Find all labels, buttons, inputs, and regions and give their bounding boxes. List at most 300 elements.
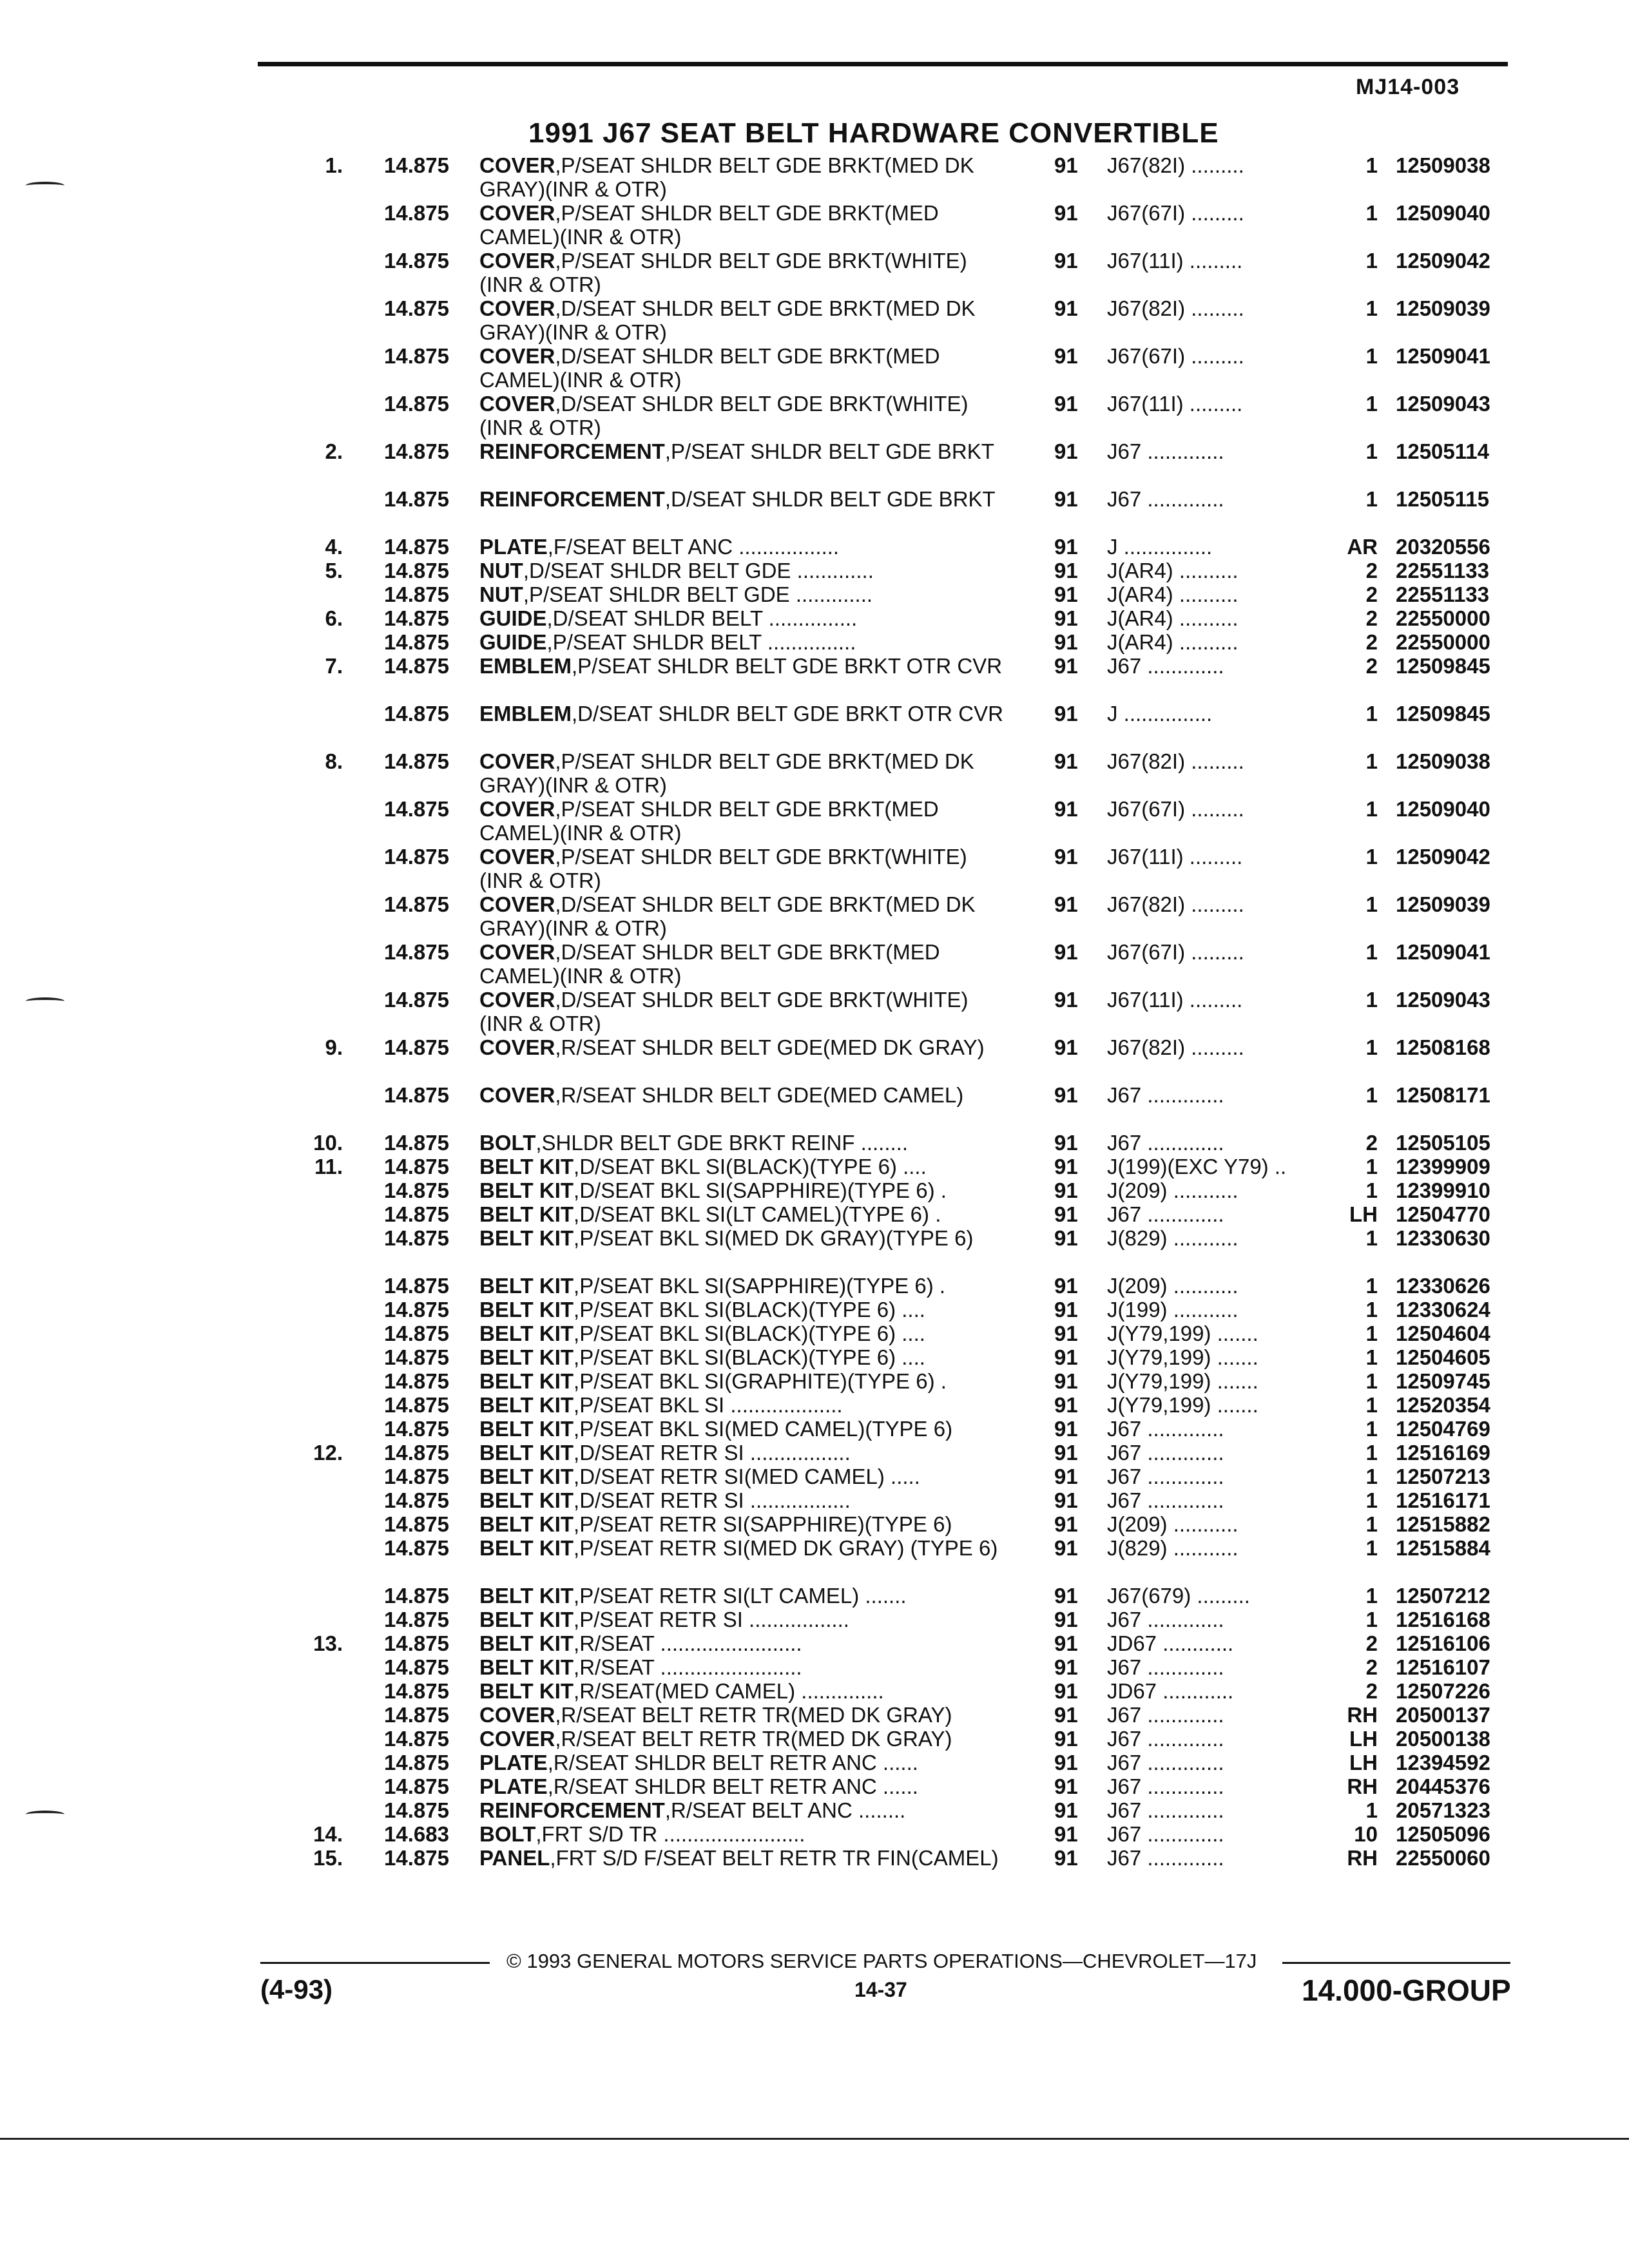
model-year: 91	[1054, 1345, 1078, 1369]
part-detail: ,P/SEAT RETR SI .................	[574, 1608, 849, 1631]
part-description	[479, 845, 1008, 892]
quantity: 1	[1365, 1083, 1378, 1107]
model-year: 91	[1054, 487, 1078, 511]
model-code: J(209) ...........	[1107, 1512, 1239, 1536]
item-number: 7.	[325, 654, 343, 678]
table-row	[0, 1417, 1629, 1441]
table-row	[0, 1155, 1629, 1178]
table-row	[0, 201, 1629, 249]
part-number: 12509039	[1396, 892, 1490, 916]
quantity: 1	[1365, 201, 1378, 225]
table-row	[0, 702, 1629, 749]
part-detail: ,P/SEAT RETR SI(LT CAMEL) .......	[574, 1584, 907, 1608]
part-name: BELT KIT	[479, 1393, 574, 1417]
quantity: 2	[1365, 1131, 1378, 1155]
quantity: 2	[1365, 559, 1378, 582]
part-number: 12509039	[1396, 296, 1490, 320]
model-code: J67(11I) .........	[1107, 845, 1243, 869]
reference-number: 14.875	[384, 153, 449, 177]
part-name: COVER	[479, 892, 555, 916]
quantity: AR	[1347, 535, 1378, 559]
reference-number: 14.875	[384, 1727, 449, 1751]
model-year: 91	[1054, 1298, 1078, 1321]
model-year: 91	[1054, 1774, 1078, 1798]
table-row	[0, 749, 1629, 797]
model-code: J67 .............	[1107, 1798, 1224, 1822]
table-row	[0, 582, 1629, 606]
item-number: 10.	[313, 1131, 343, 1155]
part-description	[479, 559, 1008, 582]
reference-number: 14.875	[384, 1083, 449, 1107]
part-name: EMBLEM	[479, 702, 572, 726]
reference-number: 14.875	[384, 535, 449, 559]
reference-number: 14.875	[384, 1536, 449, 1560]
part-description	[479, 1178, 1008, 1202]
part-number: 22551133	[1396, 559, 1490, 582]
quantity: 1	[1365, 940, 1378, 964]
part-description	[479, 1226, 1008, 1250]
part-detail: ,D/SEAT BKL SI(LT CAMEL)(TYPE 6) .	[574, 1202, 941, 1226]
quantity: 1	[1365, 249, 1378, 273]
reference-number: 14.875	[384, 582, 449, 606]
model-year: 91	[1054, 654, 1078, 678]
part-name: BELT KIT	[479, 1417, 574, 1441]
part-number: 12507226	[1396, 1679, 1490, 1703]
model-code: J67 .............	[1107, 1751, 1224, 1774]
reference-number: 14.875	[384, 1512, 449, 1536]
part-name: BELT KIT	[479, 1465, 574, 1488]
table-row	[0, 1846, 1629, 1894]
model-code: J(199) ...........	[1107, 1298, 1239, 1321]
reference-number: 14.875	[384, 1608, 449, 1631]
model-year: 91	[1054, 535, 1078, 559]
model-year: 91	[1054, 582, 1078, 606]
reference-number: 14.875	[384, 1274, 449, 1298]
part-name: BOLT	[479, 1131, 536, 1155]
part-number: 12509040	[1396, 797, 1490, 821]
quantity: 1	[1365, 1488, 1378, 1512]
item-number: 13.	[313, 1631, 343, 1655]
part-detail: ,D/SEAT RETR SI .................	[574, 1441, 851, 1465]
model-year: 91	[1054, 1727, 1078, 1751]
part-number: 12509043	[1396, 392, 1490, 416]
model-year: 91	[1054, 344, 1078, 368]
quantity: RH	[1347, 1703, 1378, 1727]
model-year: 91	[1054, 1202, 1078, 1226]
part-description	[479, 1536, 1008, 1560]
model-year: 91	[1054, 702, 1078, 726]
part-description	[479, 535, 1008, 559]
model-code: J67 .............	[1107, 1703, 1224, 1727]
model-year: 91	[1054, 201, 1078, 225]
part-number: 12516106	[1396, 1631, 1490, 1655]
part-detail: ,P/SEAT RETR SI(SAPPHIRE)(TYPE 6)	[574, 1512, 952, 1536]
part-detail: ,R/SEAT SHLDR BELT GDE(MED CAMEL)	[555, 1083, 964, 1107]
model-year: 91	[1054, 1512, 1078, 1536]
part-number: 12504770	[1396, 1202, 1490, 1226]
part-name: COVER	[479, 988, 555, 1012]
reference-number: 14.875	[384, 1155, 449, 1178]
part-detail: ,P/SEAT BKL SI(SAPPHIRE)(TYPE 6) .	[574, 1274, 946, 1298]
part-name: COVER	[479, 153, 555, 177]
part-number: 12509845	[1396, 654, 1490, 678]
part-number: 22550000	[1396, 630, 1490, 654]
reference-number: 14.875	[384, 1774, 449, 1798]
reference-number: 14.875	[384, 559, 449, 582]
part-name: REINFORCEMENT	[479, 439, 665, 463]
part-detail: ,R/SEAT(MED CAMEL) ..............	[574, 1679, 884, 1703]
table-row	[0, 153, 1629, 201]
table-row	[0, 1774, 1629, 1798]
model-code: J67 .............	[1107, 1488, 1224, 1512]
footer-rule-left	[260, 1962, 490, 1964]
table-row	[0, 559, 1629, 582]
part-description	[479, 1512, 1008, 1536]
model-year: 91	[1054, 1751, 1078, 1774]
part-name: BELT KIT	[479, 1488, 574, 1512]
table-row	[0, 439, 1629, 487]
model-year: 91	[1054, 845, 1078, 869]
part-description	[479, 1393, 1008, 1417]
reference-number: 14.875	[384, 749, 449, 773]
part-description	[479, 654, 1008, 678]
model-year: 91	[1054, 153, 1078, 177]
model-year: 91	[1054, 1131, 1078, 1155]
part-name: COVER	[479, 392, 555, 416]
item-number: 14.	[313, 1822, 343, 1846]
part-detail: ,R/SEAT SHLDR BELT RETR ANC ......	[547, 1774, 918, 1798]
part-description	[479, 892, 1008, 940]
part-description	[479, 582, 1008, 606]
bottom-rule	[0, 2138, 1629, 2140]
part-number: 12515882	[1396, 1512, 1490, 1536]
item-number: 5.	[325, 559, 343, 582]
reference-number: 14.875	[384, 1441, 449, 1465]
part-detail: ,P/SEAT SHLDR BELT GDE BRKT(MED CAMEL)(INR & OTR)	[479, 201, 939, 249]
part-detail: ,D/SEAT SHLDR BELT GDE BRKT OTR CVR	[572, 702, 1003, 726]
part-name: BELT KIT	[479, 1584, 574, 1608]
part-description	[479, 1703, 1008, 1727]
part-detail: ,SHLDR BELT GDE BRKT REINF ........	[535, 1131, 909, 1155]
part-detail: ,P/SEAT SHLDR BELT GDE BRKT(WHITE)(INR & OTR)	[479, 249, 967, 296]
model-year: 91	[1054, 1846, 1078, 1870]
reference-number: 14.875	[384, 606, 449, 630]
model-code: J67(82I) .........	[1107, 153, 1244, 177]
part-name: BELT KIT	[479, 1345, 574, 1369]
quantity: 1	[1365, 1798, 1378, 1822]
quantity: 2	[1365, 582, 1378, 606]
model-code: J67 .............	[1107, 654, 1224, 678]
part-description	[479, 1035, 1008, 1059]
table-row	[0, 1631, 1629, 1655]
part-detail: ,P/SEAT SHLDR BELT GDE BRKT(MED DK GRAY)(INR & OTR)	[479, 153, 974, 201]
part-detail: ,D/SEAT SHLDR BELT GDE BRKT(MED DK GRAY)(INR & OTR)	[479, 296, 976, 344]
reference-number: 14.875	[384, 1846, 449, 1870]
model-year: 91	[1054, 1488, 1078, 1512]
part-description	[479, 940, 1008, 988]
model-year: 91	[1054, 749, 1078, 773]
quantity: 10	[1354, 1822, 1378, 1846]
quantity: 1	[1365, 1536, 1378, 1560]
quantity: 1	[1365, 749, 1378, 773]
part-number: 12509041	[1396, 940, 1490, 964]
model-code: J67 .............	[1107, 1465, 1224, 1488]
part-number: 22550060	[1396, 1846, 1490, 1870]
part-name: BELT KIT	[479, 1226, 574, 1250]
reference-number: 14.875	[384, 1751, 449, 1774]
model-code: J(AR4) ..........	[1107, 559, 1239, 582]
model-year: 91	[1054, 1226, 1078, 1250]
model-code: J(Y79,199) .......	[1107, 1369, 1258, 1393]
model-year: 91	[1054, 1417, 1078, 1441]
model-year: 91	[1054, 1178, 1078, 1202]
part-number: 12509042	[1396, 845, 1490, 869]
part-detail: ,D/SEAT BKL SI(SAPPHIRE)(TYPE 6) .	[574, 1178, 947, 1202]
part-description	[479, 1298, 1008, 1321]
part-number: 20571323	[1396, 1798, 1490, 1822]
model-year: 91	[1054, 940, 1078, 964]
reference-number: 14.875	[384, 892, 449, 916]
reference-number: 14.875	[384, 1798, 449, 1822]
part-detail: ,D/SEAT SHLDR BELT GDE BRKT(MED DK GRAY)(INR & OTR)	[479, 892, 976, 940]
model-code: J(209) ...........	[1107, 1178, 1239, 1202]
table-row	[0, 1321, 1629, 1345]
model-code: J67 .............	[1107, 1441, 1224, 1465]
quantity: 2	[1365, 1631, 1378, 1655]
reference-number: 14.875	[384, 797, 449, 821]
quantity: 1	[1365, 1369, 1378, 1393]
part-description	[479, 1679, 1008, 1703]
part-detail: ,D/SEAT SHLDR BELT GDE BRKT(WHITE)(INR & OTR)	[479, 392, 969, 439]
reference-number: 14.683	[384, 1822, 449, 1846]
part-description	[479, 1202, 1008, 1226]
table-row	[0, 892, 1629, 940]
part-number: 20445376	[1396, 1774, 1490, 1798]
reference-number: 14.875	[384, 1417, 449, 1441]
part-number: 12505096	[1396, 1822, 1490, 1846]
quantity: RH	[1347, 1846, 1378, 1870]
part-description	[479, 1131, 1008, 1155]
part-number: 12507213	[1396, 1465, 1490, 1488]
table-row	[0, 1369, 1629, 1393]
part-detail: ,P/SEAT SHLDR BELT GDE BRKT(MED CAMEL)(INR & OTR)	[479, 797, 939, 845]
part-description	[479, 749, 1008, 797]
model-code: J67 .............	[1107, 1131, 1224, 1155]
footer-copyright: © 1993 GENERAL MOTORS SERVICE PARTS OPERATIONS—CHEVROLET—17J	[506, 1950, 1257, 1972]
item-number: 11.	[314, 1155, 343, 1178]
table-row	[0, 1226, 1629, 1274]
model-code: J67(67I) .........	[1107, 201, 1244, 225]
part-number: 12508168	[1396, 1035, 1490, 1059]
part-name: COVER	[479, 249, 555, 273]
part-name: BOLT	[479, 1822, 536, 1846]
part-name: PLATE	[479, 535, 548, 559]
part-number: 12509043	[1396, 988, 1490, 1012]
table-row	[0, 1512, 1629, 1536]
part-detail: ,P/SEAT BKL SI(BLACK)(TYPE 6) ....	[574, 1321, 925, 1345]
quantity: 1	[1365, 1393, 1378, 1417]
table-row	[0, 1441, 1629, 1465]
model-code: J ...............	[1107, 535, 1213, 559]
quantity: 1	[1365, 1465, 1378, 1488]
item-number: 9.	[325, 1035, 343, 1059]
part-number: 12509040	[1396, 201, 1490, 225]
reference-number: 14.875	[384, 201, 449, 225]
footer-group: 14.000-GROUP	[1302, 1974, 1511, 2007]
model-year: 91	[1054, 1393, 1078, 1417]
part-number: 22551133	[1396, 582, 1490, 606]
part-detail: ,P/SEAT RETR SI(MED DK GRAY) (TYPE 6)	[574, 1536, 998, 1560]
model-code: J(Y79,199) .......	[1107, 1393, 1258, 1417]
part-number: 12504604	[1396, 1321, 1490, 1345]
top-rule	[258, 62, 1508, 66]
reference-number: 14.875	[384, 1488, 449, 1512]
model-code: JD67 ............	[1107, 1679, 1234, 1703]
model-code: J67(11I) .........	[1107, 988, 1243, 1012]
part-description	[479, 630, 1008, 654]
part-detail: ,R/SEAT ........................	[574, 1631, 802, 1655]
part-name: COVER	[479, 845, 555, 869]
quantity: 1	[1365, 1178, 1378, 1202]
table-row	[0, 487, 1629, 535]
quantity: 1	[1365, 1441, 1378, 1465]
part-description	[479, 606, 1008, 630]
quantity: 1	[1365, 1321, 1378, 1345]
part-number: 12504605	[1396, 1345, 1490, 1369]
model-year: 91	[1054, 1321, 1078, 1345]
model-year: 91	[1054, 1631, 1078, 1655]
model-code: JD67 ............	[1107, 1631, 1234, 1655]
quantity: 1	[1365, 153, 1378, 177]
part-name: COVER	[479, 940, 555, 964]
part-number: 12516107	[1396, 1655, 1490, 1679]
model-code: J67 .............	[1107, 1417, 1224, 1441]
reference-number: 14.875	[384, 654, 449, 678]
quantity: 1	[1365, 296, 1378, 320]
part-detail: ,R/SEAT BELT RETR TR(MED DK GRAY)	[555, 1703, 952, 1727]
reference-number: 14.875	[384, 1226, 449, 1250]
model-code: J67(82I) .........	[1107, 892, 1244, 916]
model-year: 91	[1054, 630, 1078, 654]
part-name: COVER	[479, 797, 555, 821]
part-number: 20320556	[1396, 535, 1490, 559]
part-detail: ,D/SEAT RETR SI .................	[574, 1488, 851, 1512]
quantity: 1	[1365, 1512, 1378, 1536]
model-code: J67 .............	[1107, 1774, 1224, 1798]
item-number: 2.	[325, 439, 343, 463]
part-description	[479, 153, 1008, 201]
part-number: 12509845	[1396, 702, 1490, 726]
part-detail: ,D/SEAT BKL SI(BLACK)(TYPE 6) ....	[574, 1155, 927, 1178]
table-row	[0, 1584, 1629, 1608]
table-row	[0, 606, 1629, 630]
quantity: RH	[1347, 1774, 1378, 1798]
quantity: 2	[1365, 1655, 1378, 1679]
document-code: MJ14-003	[1356, 75, 1460, 99]
table-row	[0, 797, 1629, 845]
reference-number: 14.875	[384, 845, 449, 869]
model-code: J67 .............	[1107, 1608, 1224, 1631]
part-number: 12394592	[1396, 1751, 1490, 1774]
part-detail: ,R/SEAT SHLDR BELT RETR ANC ......	[547, 1751, 918, 1774]
quantity: 1	[1365, 988, 1378, 1012]
reference-number: 14.875	[384, 1465, 449, 1488]
part-name: BELT KIT	[479, 1655, 574, 1679]
part-name: COVER	[479, 296, 555, 320]
reference-number: 14.875	[384, 1202, 449, 1226]
model-code: J67(679) .........	[1107, 1584, 1250, 1608]
model-code: J67 .............	[1107, 1083, 1224, 1107]
part-name: COVER	[479, 201, 555, 225]
part-description	[479, 1369, 1008, 1393]
part-detail: ,P/SEAT SHLDR BELT ...............	[546, 630, 856, 654]
part-description	[479, 1155, 1008, 1178]
model-code: J(AR4) ..........	[1107, 606, 1239, 630]
quantity: 1	[1365, 1584, 1378, 1608]
reference-number: 14.875	[384, 296, 449, 320]
quantity: 1	[1365, 344, 1378, 368]
part-name: COVER	[479, 1703, 555, 1727]
model-code: J67 .............	[1107, 1822, 1224, 1846]
model-year: 91	[1054, 249, 1078, 273]
model-year: 91	[1054, 1584, 1078, 1608]
part-detail: ,P/SEAT SHLDR BELT GDE BRKT	[664, 439, 994, 463]
footer-date: (4-93)	[260, 1974, 333, 2004]
part-number: 20500138	[1396, 1727, 1490, 1751]
model-code: J67 .............	[1107, 1655, 1224, 1679]
part-detail: ,FRT S/D F/SEAT BELT RETR TR FIN(CAMEL)	[550, 1846, 999, 1870]
part-number: 12504769	[1396, 1417, 1490, 1441]
parts-list	[0, 153, 1629, 1894]
model-code: J67 .............	[1107, 1727, 1224, 1751]
table-row	[0, 1345, 1629, 1369]
model-year: 91	[1054, 606, 1078, 630]
part-description	[479, 296, 1008, 344]
item-number: 8.	[325, 749, 343, 773]
part-name: BELT KIT	[479, 1202, 574, 1226]
part-detail: ,P/SEAT BKL SI ...................	[574, 1393, 843, 1417]
part-detail: ,R/SEAT ........................	[574, 1655, 802, 1679]
model-code: J67(67I) .........	[1107, 344, 1244, 368]
part-name: BELT KIT	[479, 1512, 574, 1536]
model-year: 91	[1054, 1035, 1078, 1059]
part-name: BELT KIT	[479, 1369, 574, 1393]
part-description	[479, 487, 1008, 511]
table-row	[0, 1703, 1629, 1727]
model-code: J67 .............	[1107, 1846, 1224, 1870]
part-description	[479, 1274, 1008, 1298]
quantity: LH	[1349, 1751, 1378, 1774]
table-row	[0, 296, 1629, 344]
table-row	[0, 940, 1629, 988]
part-detail: ,P/SEAT BKL SI(GRAPHITE)(TYPE 6) .	[574, 1369, 947, 1393]
quantity: 1	[1365, 797, 1378, 821]
table-row	[0, 845, 1629, 892]
model-code: J(Y79,199) .......	[1107, 1321, 1258, 1345]
part-description	[479, 1774, 1008, 1798]
model-year: 91	[1054, 1274, 1078, 1298]
quantity: 1	[1365, 892, 1378, 916]
quantity: 2	[1365, 654, 1378, 678]
part-detail: ,D/SEAT SHLDR BELT GDE BRKT(MED CAMEL)(INR & OTR)	[479, 344, 940, 392]
part-name: COVER	[479, 1727, 555, 1751]
part-number: 12509041	[1396, 344, 1490, 368]
reference-number: 14.875	[384, 1178, 449, 1202]
part-name: REINFORCEMENT	[479, 1798, 665, 1822]
part-number: 12509038	[1396, 153, 1490, 177]
part-number: 12505114	[1396, 439, 1490, 463]
part-number: 12509038	[1396, 749, 1490, 773]
